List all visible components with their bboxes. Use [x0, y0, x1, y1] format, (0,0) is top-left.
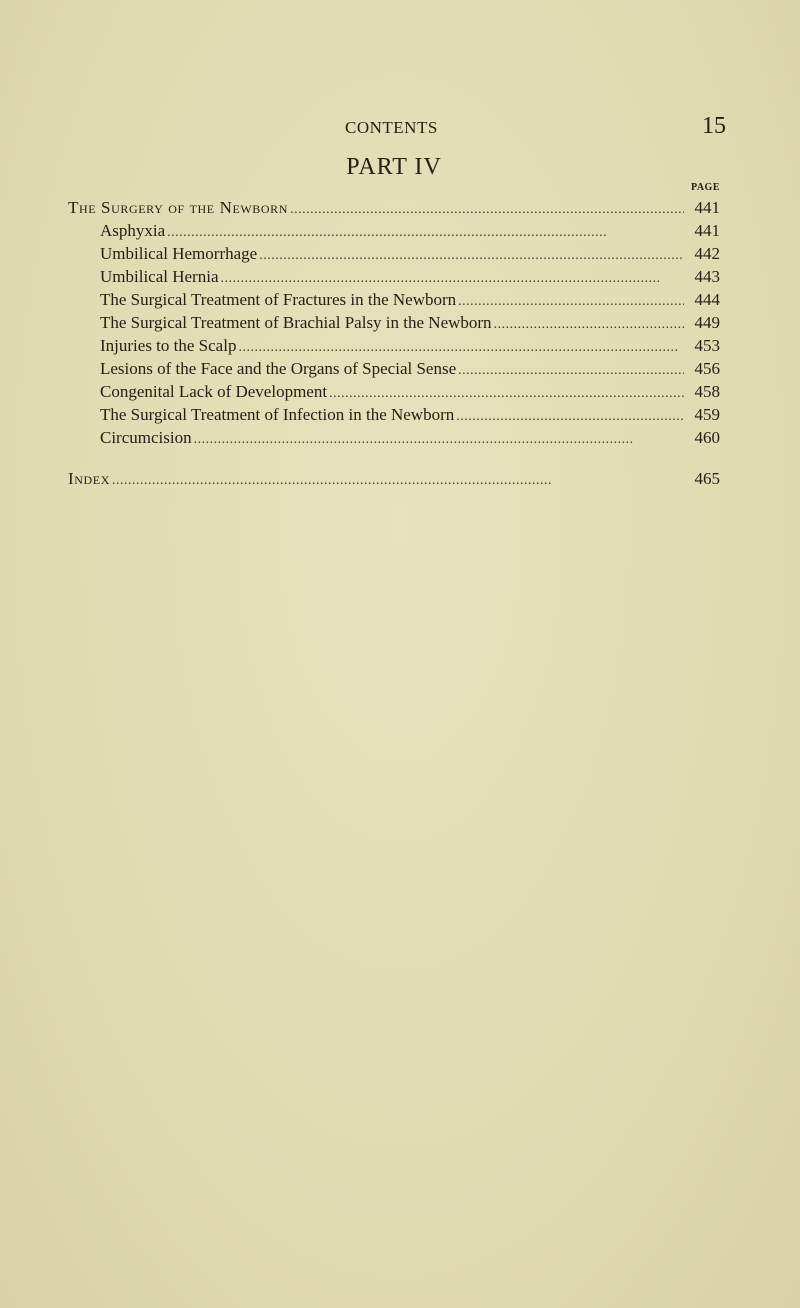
index-label: Index: [68, 469, 110, 488]
toc-entry-circumcision: [68, 426, 720, 449]
toc-entry-label: Asphyxia: [100, 221, 166, 240]
toc-entry-page: 441: [694, 221, 720, 240]
toc-entry-page: 442: [694, 244, 720, 263]
index-entry: [68, 467, 720, 490]
toc-entry-asphyxia: [68, 219, 720, 242]
toc-entry-fractures: [68, 288, 720, 311]
toc-entry-brachial-palsy: [68, 311, 720, 334]
toc-entry-umbilical-hernia: [68, 265, 720, 288]
toc-entry-page: 444: [694, 290, 720, 309]
running-head: [0, 113, 800, 141]
toc-entry-page: 443: [694, 267, 720, 286]
toc-entry-page: 453: [694, 336, 720, 355]
dot-leader: [112, 469, 684, 492]
toc-entry-umbilical-hemorrhage: [68, 242, 720, 265]
toc-entry-face-lesions: [68, 357, 720, 380]
toc-entry-label: Lesions of the Face and the Organs of Special Sense: [100, 359, 457, 378]
dot-leader: [259, 244, 684, 267]
page-number: 15: [702, 113, 726, 139]
dot-leader: [456, 405, 684, 428]
toc-entry-label: The Surgical Treatment of Fractures in the Newborn: [100, 290, 457, 309]
running-title: CONTENTS: [345, 118, 438, 137]
toc-entry-page: 459: [694, 405, 720, 424]
toc-entry-page: 460: [694, 428, 720, 447]
toc-entry-label: Circumcision: [100, 428, 192, 447]
dot-leader: [458, 359, 684, 382]
page-column-heading: PAGE: [690, 182, 720, 193]
toc-entry-label: Congenital Lack of Development: [100, 382, 328, 401]
toc-entry-page: 456: [694, 359, 720, 378]
toc-entry-label: Umbilical Hernia: [100, 267, 219, 286]
toc-entry-label: Umbilical Hemorrhage: [100, 244, 258, 263]
toc-entry-page: 458: [694, 382, 720, 401]
dot-leader: [329, 382, 684, 405]
dot-leader: [167, 221, 684, 244]
dot-leader: [238, 336, 684, 359]
section-heading-row: [68, 196, 720, 219]
toc-entry-label: The Surgical Treatment of Brachial Palsy in the Newborn: [100, 313, 492, 332]
dot-leader: [458, 290, 684, 313]
index-row: [68, 467, 720, 490]
dot-leader: [194, 428, 684, 451]
toc-entry-congenital-lack: [68, 380, 720, 403]
table-of-contents: [68, 196, 720, 449]
toc-entry-label: Injuries to the Scalp: [100, 336, 237, 355]
toc-entry-page: 449: [694, 313, 720, 332]
dot-leader: [494, 313, 684, 336]
toc-entry-label: The Surgical Treatment of Infection in the Newborn: [100, 405, 455, 424]
section-title: The Surgery of the Newborn: [68, 198, 289, 217]
part-title: PART IV: [346, 154, 442, 180]
toc-entry-scalp-injuries: [68, 334, 720, 357]
dot-leader: [290, 198, 684, 221]
section-page: 441: [694, 198, 720, 217]
toc-entry-infection: [68, 403, 720, 426]
dot-leader: [221, 267, 685, 290]
index-page: 465: [694, 469, 720, 488]
